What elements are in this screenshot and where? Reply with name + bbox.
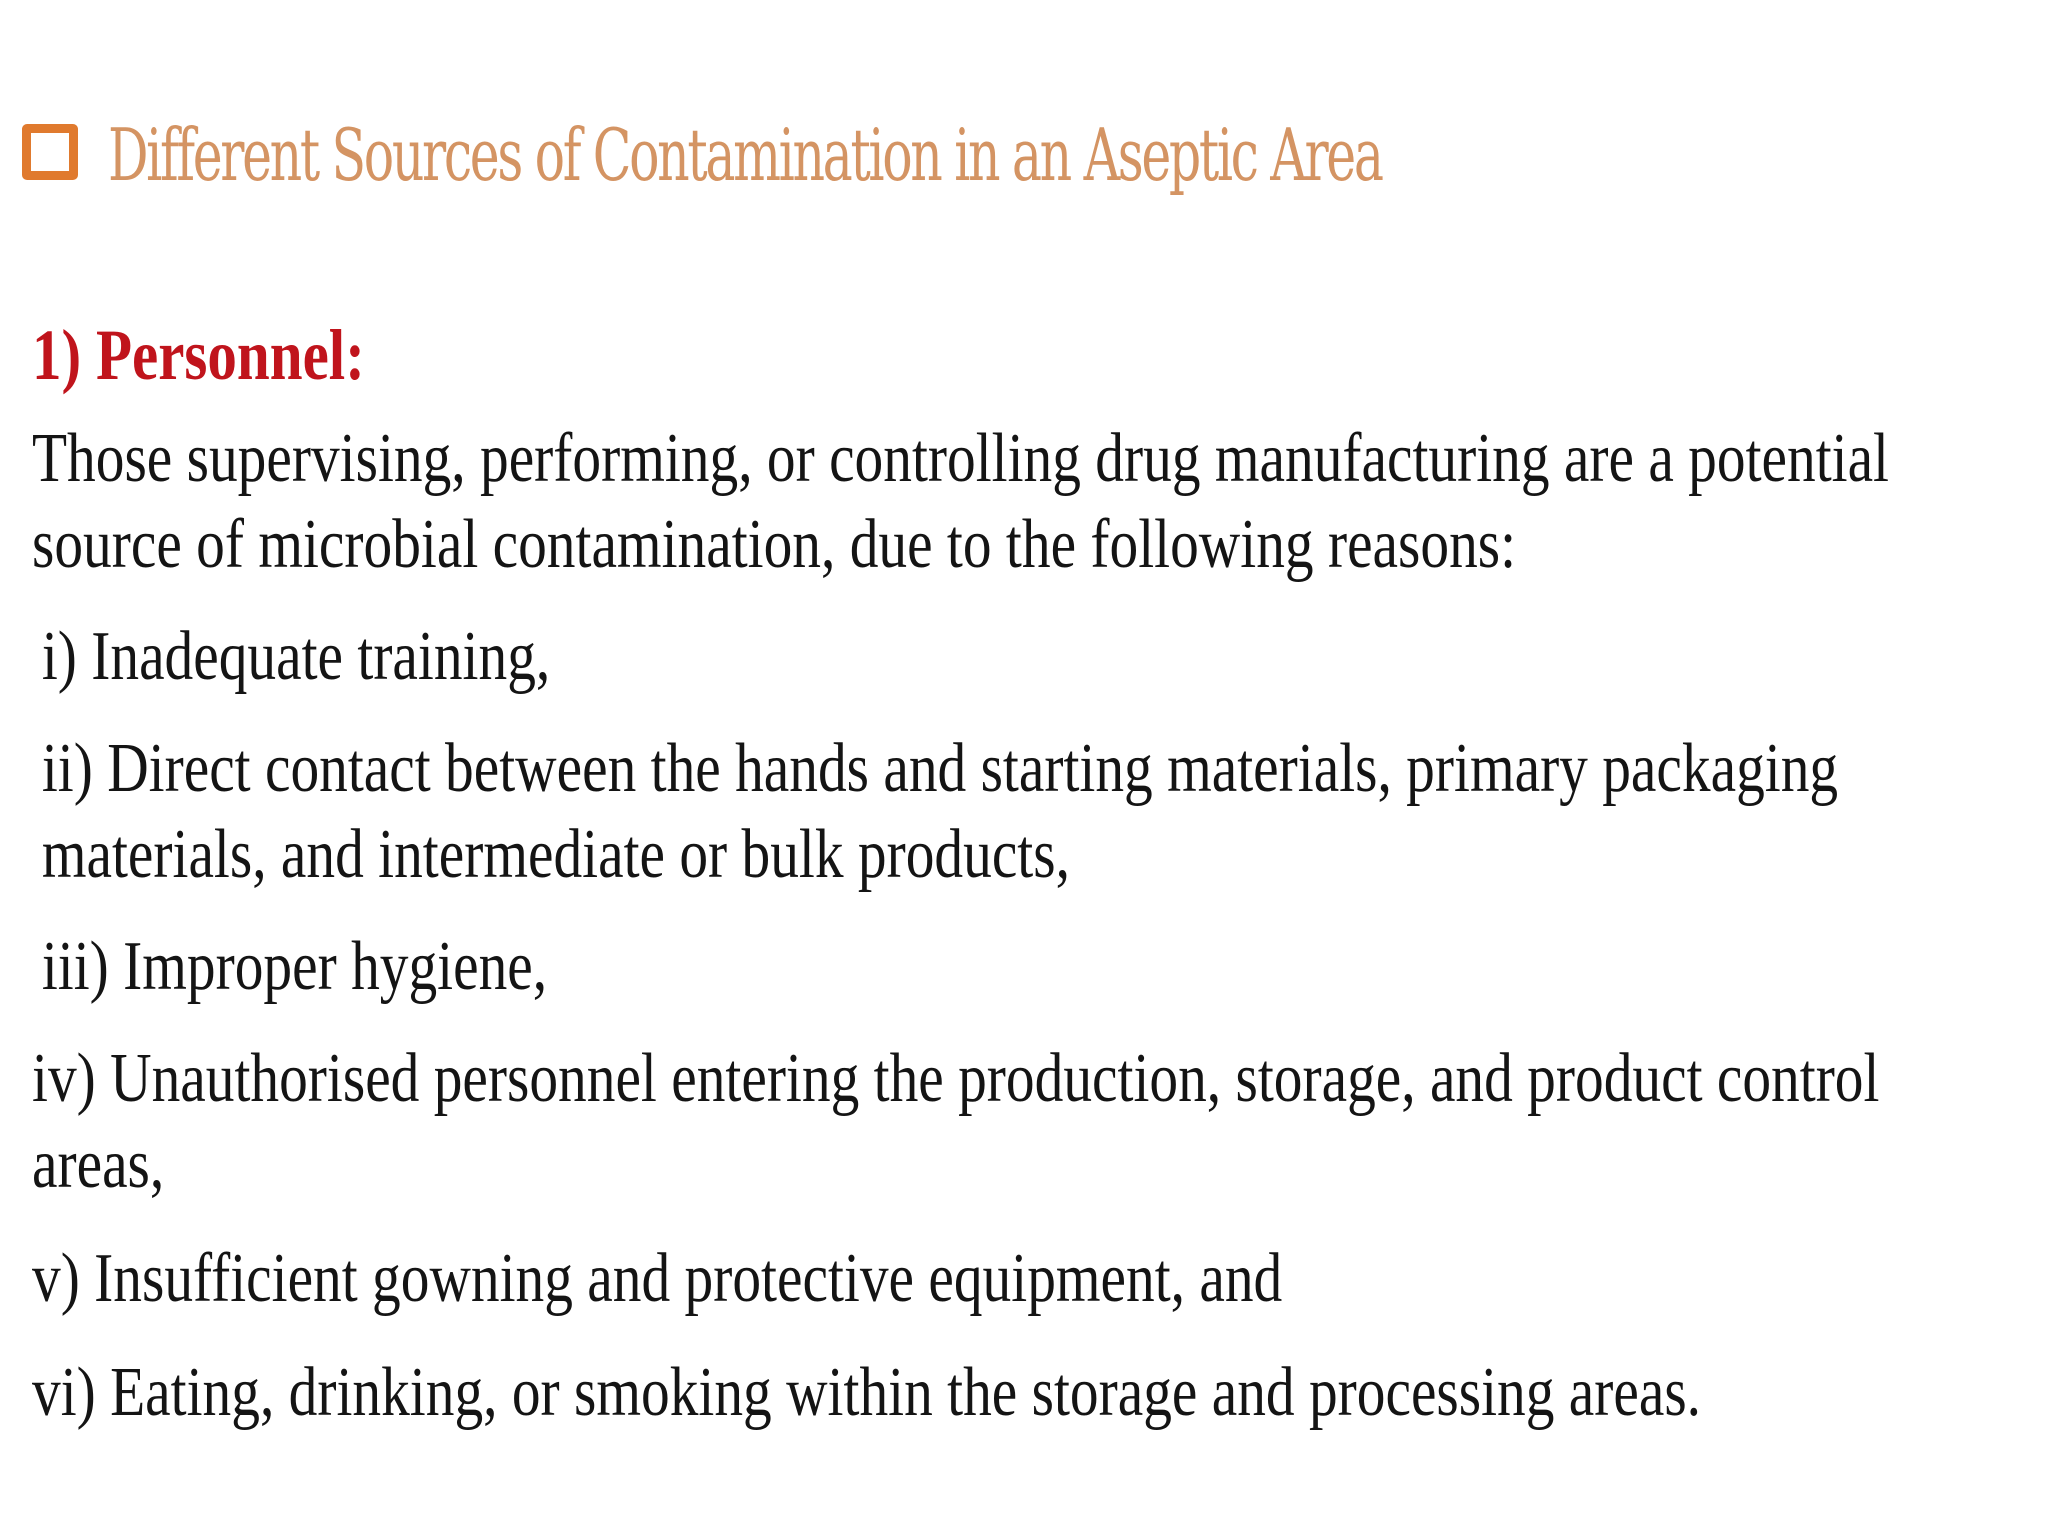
section-heading: 1) Personnel:	[32, 315, 365, 395]
slide-title: Different Sources of Contamination in an Aseptic Area	[108, 113, 1382, 197]
checkbox-square-icon	[22, 124, 78, 180]
title-row	[22, 100, 1741, 210]
intro-paragraph: Those supervising, performing, or controlling drug manufacturing are a potential source of microbial contamination, due to the following reasons:	[32, 420, 1890, 583]
list-item: ii) Direct contact between the hands and starting materials, primary packaging materials, and intermediate or bulk products,	[41, 730, 1839, 893]
list-item: vi) Eating, drinking, or smoking within the storage and processing areas.	[32, 1354, 1702, 1431]
slide-body	[32, 310, 2022, 1436]
list-item: i) Inadequate training,	[41, 618, 551, 695]
list-item: iii) Improper hygiene,	[41, 928, 548, 1005]
list-item: iv) Unauthorised personnel entering the production, storage, and product control areas,	[32, 1040, 1880, 1203]
list-item: v) Insufficient gowning and protective equipment, and	[32, 1240, 1283, 1317]
